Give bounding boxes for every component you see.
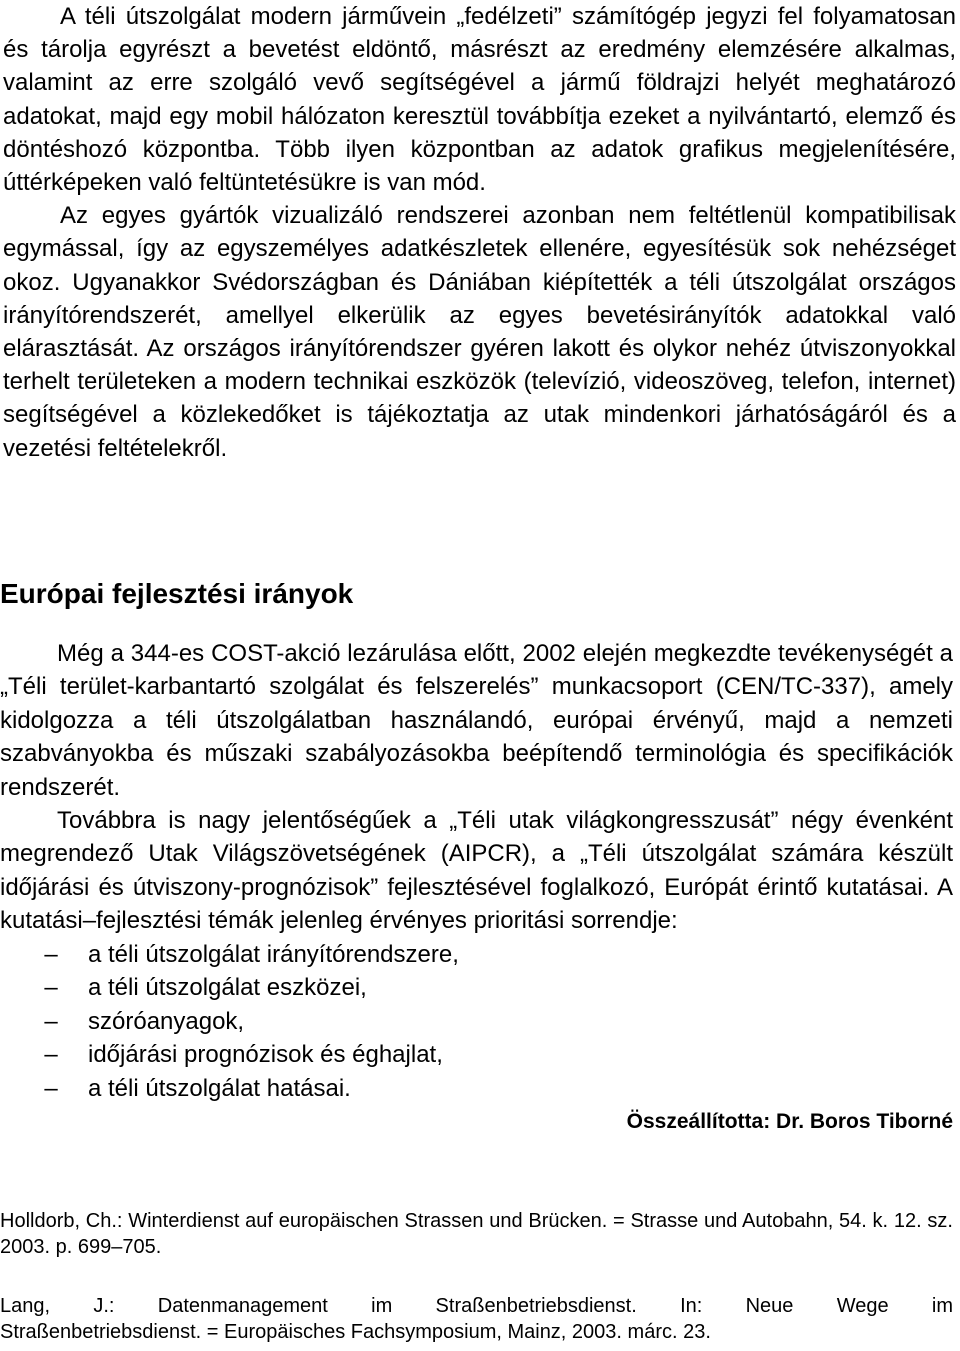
list-item — [0, 971, 953, 1005]
body-paragraph-2: Az egyes gyártók vizualizáló rendszerei azonban nem feltétlenül kompatibilisak egymással, így az egyszemélyes adatkészletek ellenére, egyesítésük sok nehézséget okoz. Ugyanakkor Svédországban és Dániában kiépítették a téli útszolgálat országos irányítórendszerét, amellyel elkerülik az egyes bevetésirányítók adatokkal való elárasztását. Az országos irányítórendszer gyéren lakott és olykor nehéz útviszonyokkal terhelt területeken a modern technikai eszközök (televízió, videoszöveg, telefon, internet) segítségével a közlekedőket is tájékoztatja az utak mindenkori járhatóságáról és a vezetési feltételekről. — [3, 202, 956, 462]
dash-icon: – — [44, 974, 58, 1002]
reference-2-line-2: Straßenbetriebsdienst. = Europäisches Fachsymposium, Mainz, 2003. márc. 23. — [0, 1321, 711, 1343]
reference-2 — [0, 1293, 953, 1345]
priority-list — [0, 938, 953, 1106]
document-page — [3, 0, 956, 465]
list-item — [0, 1038, 953, 1072]
dash-icon: – — [44, 1041, 58, 1069]
section-paragraph-1: Még a 344-es COST-akció lezárulása előtt, 2002 elején megkezdte tevékenységét a „Téli terület-karbantartó szolgálat és felszerelés” munkacsoport (CEN/TC-337), amely kidolgozza a téli útszolgálatban használandó, európai érvényű, majd a nemzeti szabványokba és műszaki szabályozásokba beépítendő terminológia és specifikációk rendszerét. — [0, 640, 953, 801]
list-item — [0, 1072, 953, 1106]
list-item — [0, 1005, 953, 1039]
dash-icon: – — [44, 1007, 58, 1035]
dash-icon: – — [44, 1074, 58, 1102]
list-item — [0, 938, 953, 972]
reference-1: Holldorb, Ch.: Winterdienst auf europäischen Strassen und Brücken. = Strasse und Autobahn, 54. k. 12. sz. 2003. p. 699–705. — [0, 1210, 953, 1258]
author-signature: Összeállította: Dr. Boros Tiborné — [626, 1110, 953, 1134]
list-item-text: a téli útszolgálat irányítórendszere, — [88, 940, 459, 968]
section-body — [0, 637, 953, 1137]
list-item-text: a téli útszolgálat eszközei, — [88, 974, 367, 1002]
list-item-text: időjárási prognózisok és éghajlat, — [88, 1041, 443, 1069]
reference-2-line-1: Lang, J.: Datenmanagement im Straßenbetriebsdienst. In: Neue Wege im — [0, 1295, 953, 1317]
list-item-text: a téli útszolgálat hatásai. — [88, 1074, 351, 1102]
body-paragraph-1: A téli útszolgálat modern járművein „fedélzeti” számítógép jegyzi fel folyamatosan és tárolja egyrészt a bevetést eldöntő, másrészt az eredmény elemzésére alkalmas, valamint az erre szolgáló vevő segítségével a jármű földrajzi helyét meghatározó adatokat, majd egy mobil hálózaton keresztül továbbítja ezeket a nyilvántartó, elemző és döntéshozó központba. Több ilyen központban az adatok grafikus megjelenítésére, úttérképeken való feltüntetésükre is van mód. — [3, 3, 956, 197]
section-heading: Európai fejlesztési irányok — [0, 578, 354, 609]
list-item-text: szóróanyagok, — [88, 1007, 245, 1035]
section-paragraph-2: Továbbra is nagy jelentőségűek a „Téli utak világkongresszusát” négy évenként megrendező Utak Világszövetségének (AIPCR), a „Téli útszolgálat számára készült időjárási és útviszony-prognózisok” fejlesztésével foglalkozó, Európát érintő kutatásai. A kutatási–fejlesztési témák jelenleg érvényes prioritási sorrendje: — [0, 807, 953, 935]
dash-icon: – — [44, 940, 58, 968]
